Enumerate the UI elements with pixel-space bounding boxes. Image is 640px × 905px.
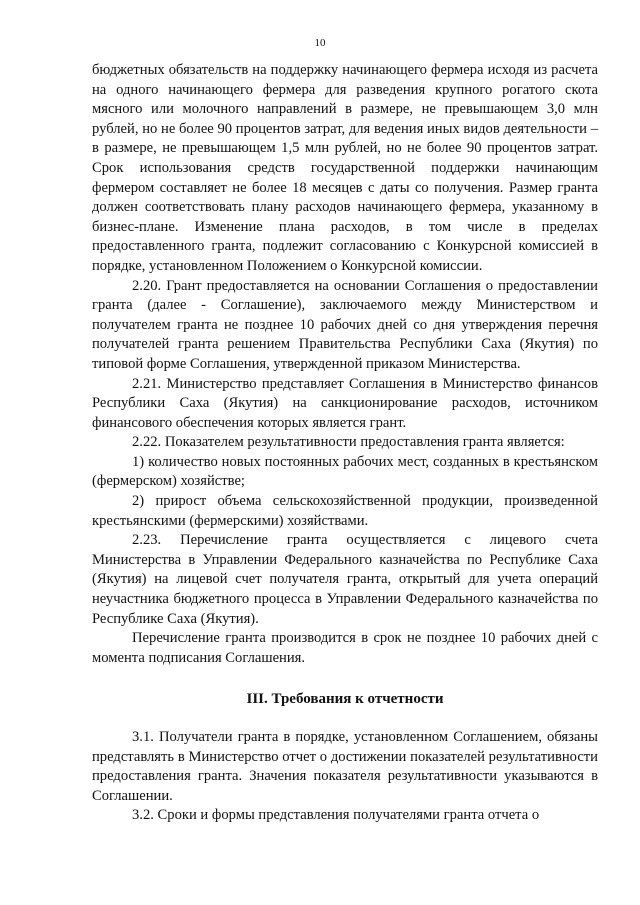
page-number: 10	[314, 37, 326, 49]
paragraph-transfer-term: Перечисление гранта производится в срок не позднее 10 рабочих дней с момента подписания Соглашения.	[92, 630, 598, 666]
paragraph-3-1: 3.1. Получатели гранта в порядке, установленном Соглашением, обязаны представлять в Министерство отчет о достижении показателей результативности предоставления гранта. Значения показателя результативности указываются в Соглашении.	[92, 729, 598, 804]
list-item-1: 1) количество новых постоянных рабочих мест, созданных в крестьянском (фермерском) хозяйстве;	[92, 453, 598, 490]
section-heading: III. Требования к отчетности	[246, 691, 444, 708]
paragraph-2-20: 2.20. Грант предоставляется на основании Соглашения о предоставлении гранта (далее - Соглашение), заключаемого между Министерством и получателем гранта не позднее 10 рабочих дней со дня утверждения перечня получателей гранта решением Правительства Республики Саха (Якутия) по типовой форме Соглашения, утвержденной приказом Министерства.	[92, 277, 598, 372]
paragraph-2-21: 2.21. Министерство представляет Соглашения в Министерство финансов Республики Саха (Якутия) на санкционирование расходов, источником финансового обеспечения которых является грант.	[92, 375, 598, 431]
document-body	[92, 61, 598, 826]
paragraph-2-22: 2.22. Показателем результативности предоставления гранта является:	[132, 434, 565, 451]
paragraph-3-2: 3.2. Сроки и формы представления получателями гранта отчета о	[132, 807, 540, 824]
paragraph-2-23: 2.23. Перечисление гранта осуществляется с лицевого счета Министерства в Управлении Федерального казначейства по Республике Саха (Якутия) на лицевой счет получателя гранта, открытый для учета операций неучастника бюджетного процесса в Управлении Федерального казначейства по Республике Саха (Якутия).	[92, 532, 598, 627]
paragraph-continuation: бюджетных обязательств на поддержку начинающего фермера исходя из расчета на одного начинающего фермера для разведения крупного рогатого скота мясного или молочного направлений в размере, не превышающем 3,0 млн рублей, но не более 90 процентов затрат, для ведения иных видов деятельности – в размере, не превышающем 1,5 млн рублей, но не более 90 процентов затрат. Срок использования средств государственной поддержки начинающим фермером составляет не более 18 месяцев с даты со получения. Размер гранта должен соответствовать плану расходов начинающего фермера, указанному в бизнес-плане. Изменение плана расходов, в том числе в пределах предоставленного гранта, подлежит согласованию с Конкурсной комиссией в порядке, установленном Положением о Конкурсной комиссии.	[92, 62, 598, 274]
list-item-2: 2) прирост объема сельскохозяйственной продукции, произведенной крестьянскими (фермерскими) хозяйствами.	[92, 493, 598, 529]
